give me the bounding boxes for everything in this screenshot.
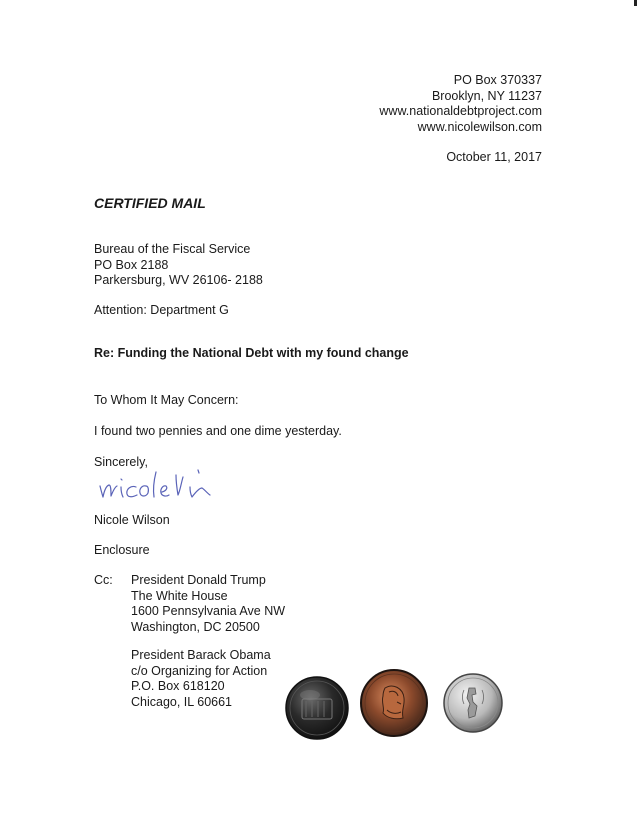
sender-website-2: www.nicolewilson.com xyxy=(417,119,542,134)
salutation: To Whom It May Concern: xyxy=(94,393,239,407)
certified-mail-heading: CERTIFIED MAIL xyxy=(94,195,206,211)
subject-line: Re: Funding the National Debt with my found change xyxy=(94,346,409,360)
sender-po-box: PO Box 370337 xyxy=(453,73,542,87)
enclosure-note: Enclosure xyxy=(94,543,150,557)
cc-recipient-line: The White House xyxy=(131,588,228,603)
recipient-address-block xyxy=(94,242,263,289)
penny-coin-copper xyxy=(359,668,429,738)
cc-recipient-obama xyxy=(131,648,271,710)
cc-recipient-line: Chicago, IL 60661 xyxy=(131,694,233,709)
cc-recipient-line: P.O. Box 618120 xyxy=(131,679,225,693)
recipient-city: Parkersburg, WV 26106- 2188 xyxy=(94,273,263,287)
signer-name: Nicole Wilson xyxy=(94,513,170,527)
letter-body: I found two pennies and one dime yesterday. xyxy=(94,424,342,438)
sender-city: Brooklyn, NY 11237 xyxy=(431,88,542,103)
penny-coin-dark xyxy=(284,675,350,741)
cc-recipient-line: Washington, DC 20500 xyxy=(131,619,260,634)
recipient-org: Bureau of the Fiscal Service xyxy=(94,242,251,256)
letter-date: October 11, 2017 xyxy=(446,150,542,164)
cc-label: Cc: xyxy=(94,573,113,587)
sender-website-1: www.nationaldebtproject.com xyxy=(379,104,542,118)
sender-address-block xyxy=(379,73,542,135)
recipient-po-box: PO Box 2188 xyxy=(94,257,169,272)
dime-coin xyxy=(442,672,504,734)
handwritten-signature xyxy=(96,462,266,507)
cc-recipient-line: c/o Organizing for Action xyxy=(131,663,268,678)
scan-corner-mark xyxy=(634,0,637,6)
cc-recipient-line: President Donald Trump xyxy=(131,573,266,587)
attention-line: Attention: Department G xyxy=(94,303,229,317)
closing: Sincerely, xyxy=(94,455,148,469)
cc-recipient-line: 1600 Pennsylvania Ave NW xyxy=(131,604,286,618)
cc-recipient-trump xyxy=(131,573,285,635)
cc-recipient-line: President Barack Obama xyxy=(131,648,271,662)
